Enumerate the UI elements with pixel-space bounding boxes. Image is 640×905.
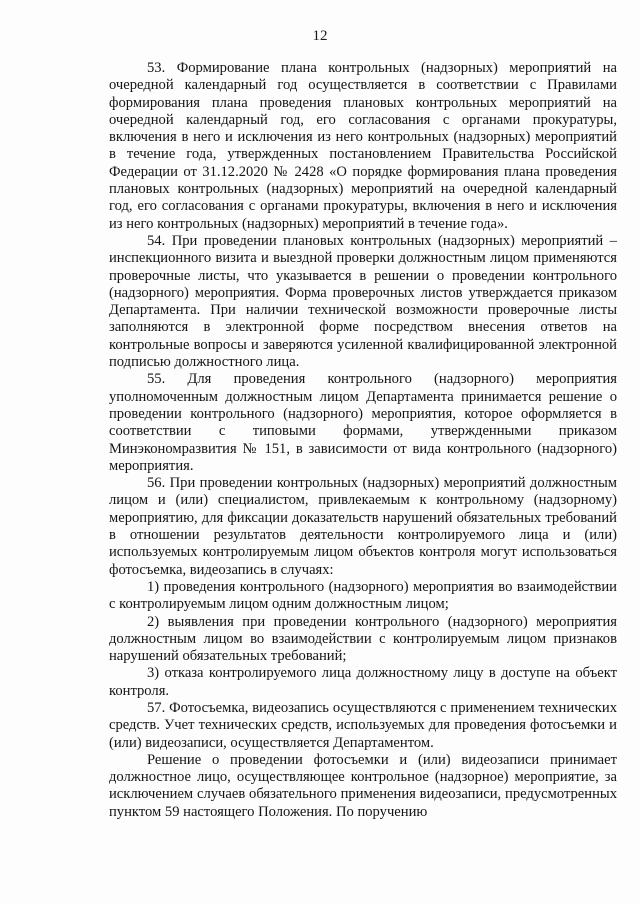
paragraph-56-item-1: 1) проведения контрольного (надзорного) мероприятия во взаимодействии с контролируемым лицом одним должностным лицом; (109, 578, 617, 613)
paragraph-55: 55. Для проведения контрольного (надзорного) мероприятия уполномоченным должностным лицом Департамента принимается решение о проведении контрольного (надзорного) мероприятия, которое оформляется в соответствии с типовыми формами, утвержденными приказом Минэкономразвития № 151, в зависимости от вида контрольного (надзорного) мероприятия. (109, 371, 617, 474)
paragraph-54: 54. При проведении плановых контрольных (надзорных) мероприятий – инспекционного визита и выездной проверки должностным лицом применяются проверочные листы, что указывается в решении о проведении контрольного (надзорного) мероприятия. Форма проверочных листов утверждается приказом Департамента. При наличии технической возможности проверочные листы заполняются в электронной форме посредством внесения ответов на контрольные вопросы и заверяются усиленной квалифицированной электронной подписью должностного лица. (109, 232, 617, 371)
page-number: 12 (312, 28, 328, 44)
paragraph-56-item-2: 2) выявления при проведении контрольного (надзорного) мероприятия должностным лицом во взаимодействии с контролируемым лицом признаков нарушений обязательных требований; (109, 613, 617, 665)
document-body (109, 60, 617, 821)
paragraph-57-decision: Решение о проведении фотосъемки и (или) видеозаписи принимает должностное лицо, осуществляющее контрольное (надзорное) мероприятие, за исключением случаев обязательного применения видеозаписи, предусмотренных пунктом 59 настоящего Положения. По поручению (109, 751, 617, 820)
paragraph-56-item-3: 3) отказа контролируемого лица должностному лицу в доступе на объект контроля. (109, 665, 617, 699)
paragraph-53: 53. Формирование плана контрольных (надзорных) мероприятий на очередной календарный год осуществляется в соответствии с Правилами формирования плана проведения плановых контрольных мероприятий на очередной календарный год, его согласования с органами прокуратуры, включения в него и исключения из него контрольных (надзорных) мероприятий в течение года, утвержденных постановлением Правительства Российской Федерации от 31.12.2020 № 2428 «О порядке формирования плана проведения плановых контрольных (надзорных) мероприятий на очередной календарный год, его согласования с органами прокуратуры, включения в него и исключения из него контрольных (надзорных) мероприятий в течение года». (109, 60, 617, 232)
paragraph-57: 57. Фотосъемка, видеозапись осуществляются с применением технических средств. Учет технических средств, используемых для проведения фотосъемки и (или) видеозаписи, осуществляется Департаментом. (109, 699, 617, 751)
paragraph-56: 56. При проведении контрольных (надзорных) мероприятий должностным лицом и (или) специалистом, привлекаемым к контрольному (надзорному) мероприятию, для фиксации доказательств нарушений обязательных требований в отношении результатов деятельности контролируемого лица и (или) используемых контролируемым лицом объектов контроля могут использоваться фотосъемка, видеозапись в случаях: (109, 475, 617, 578)
